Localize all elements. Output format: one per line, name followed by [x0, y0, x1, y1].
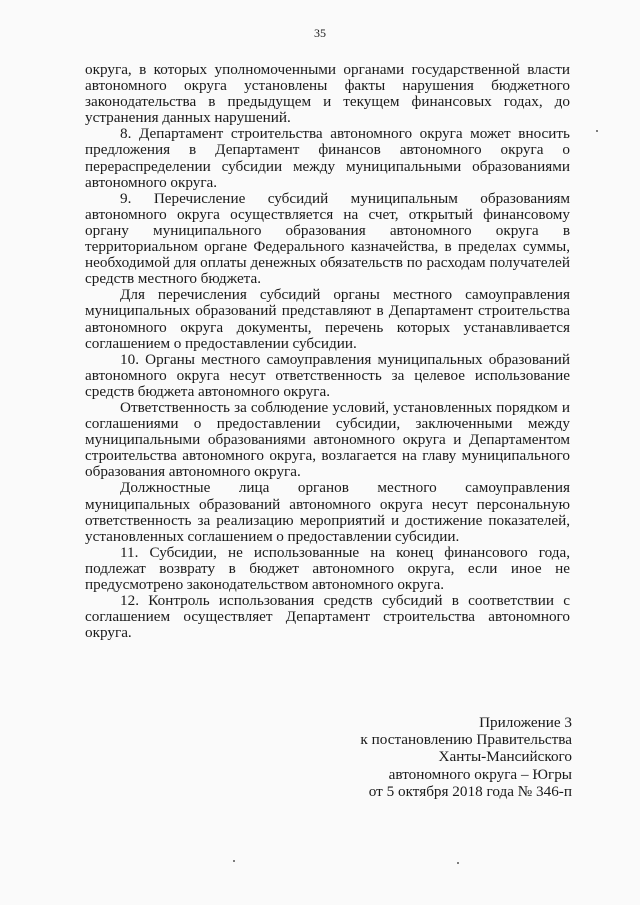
paragraph-clause-10-officials: Должностные лица органов местного самоуправления муниципальных образований автономного округа несут персональную ответственность за реализацию мероприятий и достижение показателей, установленных соглашением о предоставлении субсидии. — [85, 479, 570, 545]
appendix-heading — [360, 714, 572, 800]
appendix-region-line: автономного округа – Югры — [388, 765, 572, 783]
paragraph-continuation: округа, в которых уполномоченными органами государственной власти автономного округа установлены факты нарушения бюджетного законодательства в предыдущем и текущем финансовых годах, до устранения данных нарушений. — [85, 61, 570, 127]
paragraph-clause-10-responsibility: Ответственность за соблюдение условий, установленных порядком и соглашениями о предоставлении субсидии, заключенными между муниципальными образованиями автономного округа и Департаментом строительства автономного округа, возлагается на главу муниципального образования автономного округа. — [85, 398, 570, 481]
paragraph-clause-10: 10. Органы местного самоуправления муниципальных образований автономного округа несут ответственность за целевое использование средств бюджета автономного округа. — [85, 350, 570, 400]
paragraph-clause-9-documents: Для перечисления субсидий органы местного самоуправления муниципальных образований представляют в Департамент строительства автономного округа документы, перечень которых устанавливается соглашением о предоставлении субсидии. — [85, 286, 570, 352]
document-body — [85, 62, 570, 641]
scan-speck — [233, 860, 235, 862]
appendix-title: Приложение 3 — [479, 714, 572, 731]
appendix-government-line: Ханты-Мансийского — [438, 748, 572, 766]
appendix-date-line: от 5 октября 2018 года № 346-п — [368, 782, 572, 800]
appendix-resolution-line: к постановлению Правительства — [360, 731, 572, 749]
paragraph-clause-11: 11. Субсидии, не использованные на конец финансового года, подлежат возврату в бюджет автономного округа, если иное не предусмотрено законодательством автономного округа. — [85, 543, 570, 593]
paragraph-clause-12: 12. Контроль использования средств субсидий в соответствии с соглашением осуществляет Департамент строительства автономного округа. — [85, 592, 570, 642]
page-number: 35 — [314, 26, 326, 40]
scan-speck — [457, 862, 459, 864]
scan-speck — [596, 130, 598, 132]
paragraph-clause-9: 9. Перечисление субсидий муниципальным образованиям автономного округа осуществляется на счет, открытый финансовому органу муниципального образования автономного округа в территориальном органе Федерального казначейства, в пределах суммы, необходимой для оплаты денежных обязательств по расходам получателей средств местного бюджета. — [85, 189, 570, 288]
paragraph-clause-8: 8. Департамент строительства автономного округа может вносить предложения в Департамент финансов автономного округа о перераспределении субсидии между муниципальными образованиями автономного округа. — [85, 125, 570, 191]
